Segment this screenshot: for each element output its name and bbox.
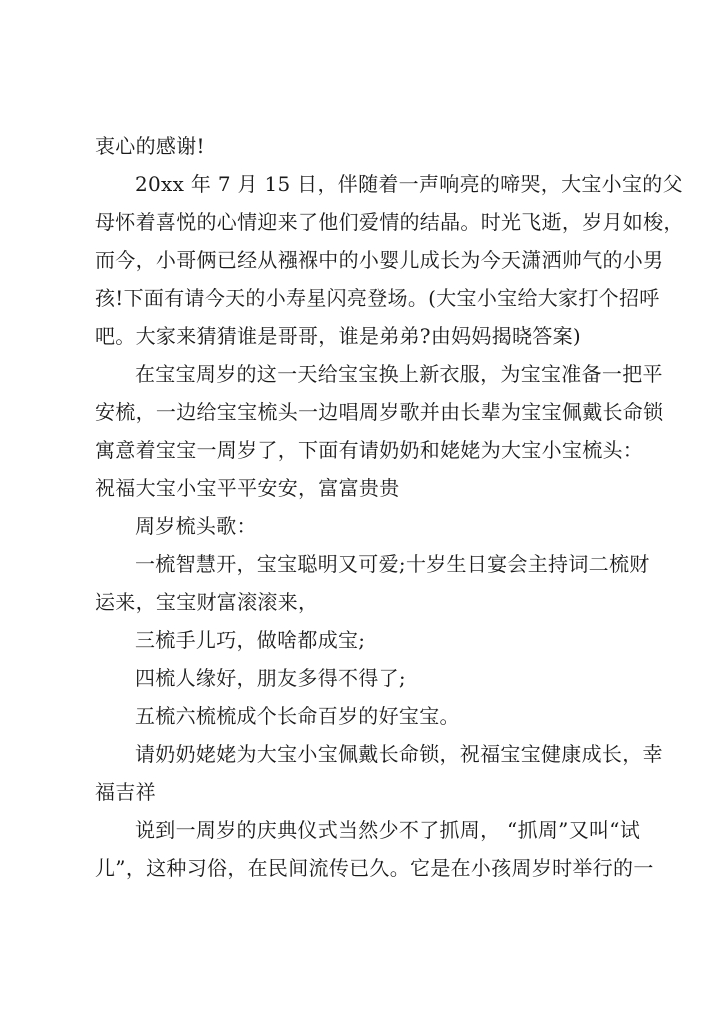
- text-line-8: 安梳，一边给宝宝梳头一边唱周岁歌并由长辈为宝宝佩戴长命锁: [95, 400, 664, 424]
- text-line-2: 20xx 年 7 月 15 日，伴随着一声响亮的啼哭，大宝小宝的父: [135, 172, 683, 196]
- text-line-3: 母怀着喜悦的心情迎来了他们爱情的结晶。时光飞逝，岁月如梭，: [95, 210, 684, 234]
- text-line-4: 而今，小哥俩已经从襁褓中的小婴儿成长为今天潇洒帅气的小男: [95, 248, 664, 272]
- text-line-10: 祝福大宝小宝平平安安，富富贵贵: [95, 476, 400, 500]
- text-line-17: 请奶奶姥姥为大宝小宝佩戴长命锁，祝福宝宝健康成长，幸: [135, 742, 663, 766]
- text-line-18: 福吉祥: [95, 780, 156, 804]
- text-line-1: 衷心的感谢!: [95, 134, 205, 158]
- text-line-12: 一梳智慧开，宝宝聪明又可爱;十岁生日宴会主持词二梳财: [135, 552, 650, 576]
- text-line-9: 寓意着宝宝一周岁了，下面有请奶奶和姥姥为大宝小宝梳头：: [95, 438, 644, 462]
- text-line-14: 三梳手儿巧，做啥都成宝;: [135, 628, 366, 652]
- text-line-6: 吧。大家来猜猜谁是哥哥，谁是弟弟?由妈妈揭晓答案): [95, 324, 582, 348]
- text-line-16: 五梳六梳梳成个长命百岁的好宝宝。: [135, 704, 460, 728]
- text-line-7: 在宝宝周岁的这一天给宝宝换上新衣服，为宝宝准备一把平: [135, 362, 663, 386]
- text-line-5: 孩!下面有请今天的小寿星闪亮登场。(大宝小宝给大家打个招呼: [95, 286, 660, 310]
- text-line-19: 说到一周岁的庆典仪式当然少不了抓周， “抓周”又叫“试: [135, 818, 641, 842]
- text-line-13: 运来，宝宝财富滚滚来，: [95, 590, 319, 614]
- text-line-20: 儿”，这种习俗，在民间流传已久。它是在小孩周岁时举行的一: [95, 856, 654, 880]
- text-line-11: 周岁梳头歌：: [135, 514, 257, 538]
- text-line-15: 四梳人缘好，朋友多得不得了;: [135, 666, 406, 690]
